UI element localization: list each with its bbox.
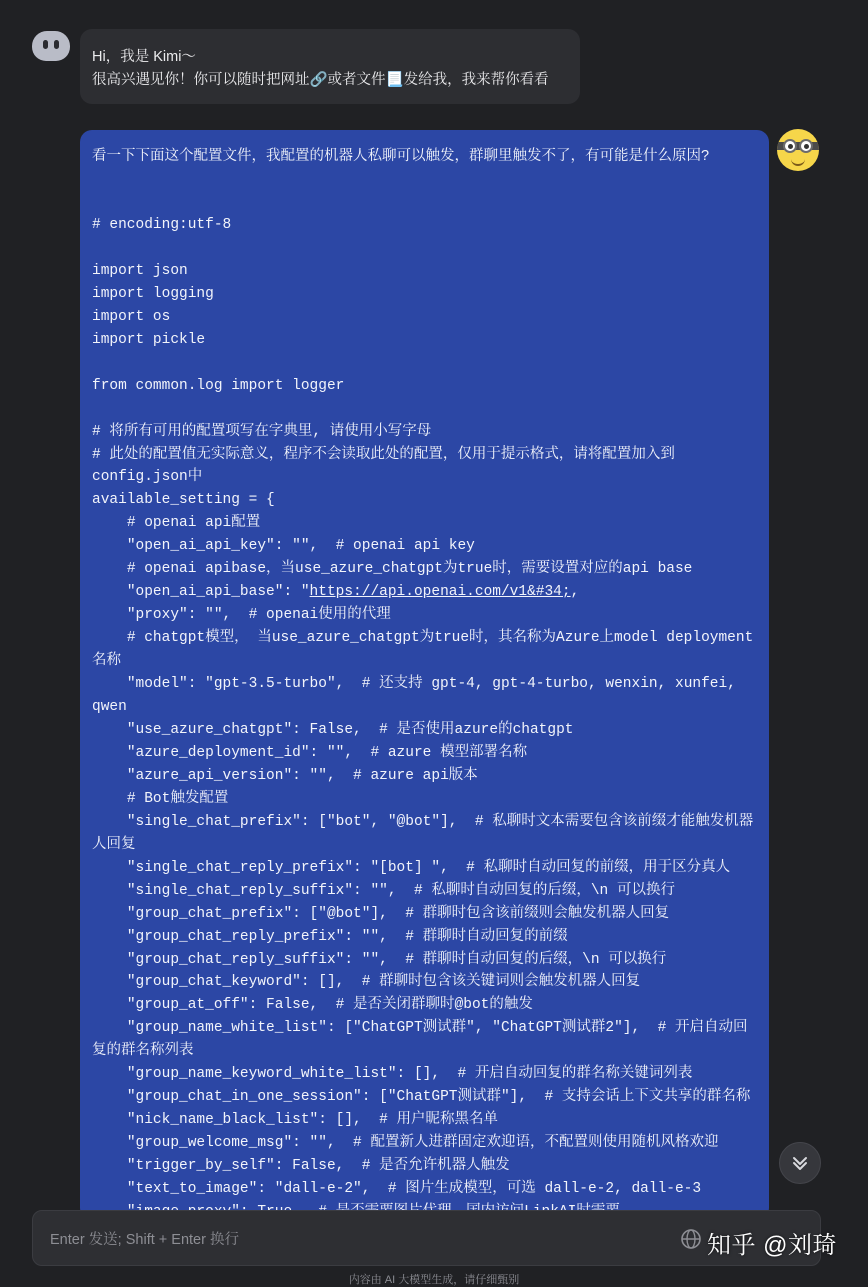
config-code-block bbox=[92, 214, 757, 1220]
watermark: 知乎 @刘琦 bbox=[707, 1232, 838, 1259]
greeting-line-2: 很高兴遇见你！你可以随时把网址🔗或者文件📃发给我，我来帮你看看 bbox=[92, 72, 549, 88]
minion-avatar-icon bbox=[777, 129, 819, 171]
goggle-left bbox=[783, 139, 797, 153]
user-question: 看一下下面这个配置文件，我配置的机器人私聊可以触发，群聊里触发不了，有可能是什么原因? bbox=[92, 148, 710, 164]
user-message-bubble bbox=[80, 130, 769, 1220]
kimi-avatar-icon bbox=[32, 31, 70, 61]
globe-icon[interactable] bbox=[679, 1227, 703, 1251]
assistant-greeting-bubble bbox=[80, 29, 580, 104]
chevron-double-down-icon bbox=[791, 1154, 809, 1172]
avatar-mouth bbox=[791, 159, 805, 166]
avatar-eye-left bbox=[43, 40, 48, 49]
scroll-to-bottom-button[interactable] bbox=[779, 1142, 821, 1184]
code-part-2: , "proxy": "", # openai使用的代理 # chatgpt模型， 当use_azure_chatgpt为true时，其名称为Azure上model deployment名称 "model": "gpt-3.5-turbo", # 还支持 gpt-4, gpt-4-turbo, wenxin, xunfei, qwen "use_azure_chatgpt": False, # 是否使用azure的chatgpt "azure_deployment_id": "", # azure 模型部署名称 "azure_api_version": "", # azure api版本 # Bot触发配置 "single_chat_prefix": ["bot", "@bot"], # 私聊时文本需要包含该前缀才能触发机器人回复 "single_chat_reply_prefix": "[bot] ", # 私聊时自动回复的前缀，用于区分真人 "single_chat_reply_suffix": "", # 私聊时自动回复的后缀，\n 可以换行 "group_chat_prefix": ["@bot"], # 群聊时包含该前缀则会触发机器人回复 "group_chat_reply_prefix": "", # 群聊时自动回复的前缀 "group_chat_reply_suffix": "", # 群聊时自动回复的后缀，\n 可以换行 "group_chat_keyword": [], # 群聊时包含该关键词则会触发机器人回复 "group_at_off": False, # 是否关闭群聊时@bot的触发 "group_name_white_list": ["ChatGPT测试群", "ChatGPT测试群2"], # 开启自动回复的群名称列表 "group_name_keyword_white_list": [], # 开启自动回复的群名称关键词列表 "group_chat_in_one_session": ["ChatGPT测试群"], # 支持会话上下文共享的群名称 "nick_name_black_list": [], # 用户昵称黑名单 "group_welcome_msg": "", # 配置新人进群固定欢迎语，不配置则使用随机风格欢迎 "trigger_by_self": False, # 是否允许机器人触发 "text_to_image": "dall-e-2", # 图片生成模型，可选 dall-e-2, dall-e-3 bbox=[92, 584, 754, 1198]
ai-disclaimer: 内容由 AI 大模型生成，请仔细甄别 bbox=[348, 1274, 520, 1286]
greeting-line-1: Hi，我是 Kimi～ bbox=[92, 49, 196, 65]
code-part-1: # encoding:utf-8 import json import logging import os import pickle from common.log import logger # 将所有可用的配置项写在字典里, 请使用小写字母 # 此处的配置值无实际意义，程序不会读取此处的配置，仅用于提示格式，请将配置加入到config.json中 available_setting = { # openai api配置 "open_ai_api_key": "", # openai api key # openai apibase，当use_azure_chatgpt为true时，需要设置对应的api base "open_ai_api_base": " bbox=[92, 217, 693, 601]
goggle-right bbox=[799, 139, 813, 153]
message-input[interactable] bbox=[48, 1225, 652, 1255]
avatar-eye-right bbox=[54, 40, 59, 49]
api-base-link[interactable]: https://api.openai.com/v1&#34; bbox=[309, 584, 571, 601]
chat-input-bar[interactable] bbox=[32, 1210, 821, 1266]
